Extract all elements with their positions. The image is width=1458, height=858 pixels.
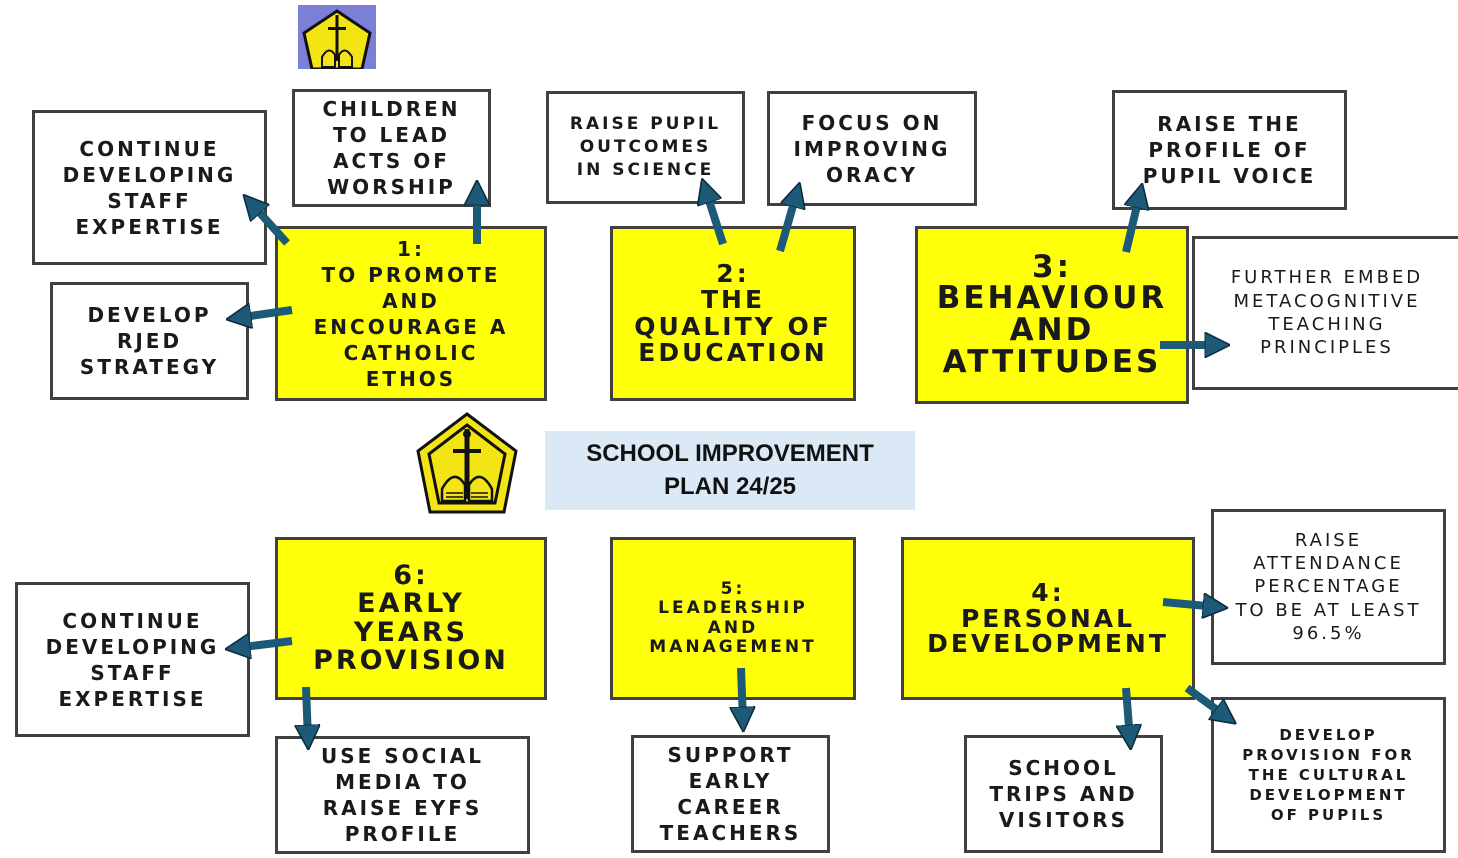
priority-5-text: 5: LEADERSHIP AND MANAGEMENT xyxy=(649,579,817,657)
action-social-media-text: USE SOCIAL MEDIA TO RAISE EYFS PROFILE xyxy=(320,744,485,846)
action-early-career-teachers-text: SUPPORT EARLY CAREER TEACHERS xyxy=(659,743,802,845)
action-pupil-voice-text: RAISE THE PROFILE OF PUPIL VOICE xyxy=(1142,112,1317,188)
arrow-to-cultural xyxy=(1187,688,1228,718)
action-worship-text: CHILDREN TO LEAD ACTS OF WORSHIP xyxy=(322,97,461,199)
action-staff-expertise-top-text: CONTINUE DEVELOPING STAFF EXPERTISE xyxy=(62,136,237,239)
arrow-to-rjed xyxy=(236,310,292,318)
action-oracy-text: FOCUS ON IMPROVING ORACY xyxy=(793,110,951,187)
arrow-to-science xyxy=(705,188,723,244)
action-school-trips-text: SCHOOL TRIPS AND VISITORS xyxy=(989,756,1138,832)
action-metacognitive-text: FURTHER EMBED METACOGNITIVE TEACHING PRINCIPLES xyxy=(1230,267,1424,359)
priority-2-text: 2: THE QUALITY OF EDUCATION xyxy=(634,258,832,367)
priority-3-text: 3: BEHAVIOUR AND ATTITUDES xyxy=(936,248,1168,380)
action-attendance-text: RAISE ATTENDANCE PERCENTAGE TO BE AT LEAST 96.5% xyxy=(1235,529,1422,645)
priority-1-text: 1: TO PROMOTE AND ENCOURAGE A CATHOLIC ETHOS xyxy=(313,236,509,391)
arrow-to-pupil-voice xyxy=(1126,193,1140,252)
arrow-to-attendance xyxy=(1163,602,1218,607)
arrow-to-oracy xyxy=(780,192,797,251)
arrow-to-social-media xyxy=(306,687,308,740)
arrow-to-staff-bottom xyxy=(235,641,292,648)
action-science-text: RAISE PUPIL OUTCOMES IN SCIENCE xyxy=(569,113,722,181)
arrow-to-ect xyxy=(741,668,743,722)
action-cultural-development-text: DEVELOP PROVISION FOR THE CULTURAL DEVELOPMENT OF PUPILS xyxy=(1242,725,1415,825)
action-staff-expertise-bottom-text: CONTINUE DEVELOPING STAFF EXPERTISE xyxy=(45,608,220,711)
action-rjed-text: DEVELOP RJED STRATEGY xyxy=(79,303,220,379)
priority-4-text: 4: PERSONAL DEVELOPMENT xyxy=(927,578,1169,659)
arrow-to-staff-top xyxy=(250,202,287,243)
priority-6-text: 6: EARLY YEARS PROVISION xyxy=(313,559,509,676)
arrow-to-school-trips xyxy=(1126,688,1130,740)
plan-title: SCHOOL IMPROVEMENT PLAN 24/25 xyxy=(545,431,915,510)
